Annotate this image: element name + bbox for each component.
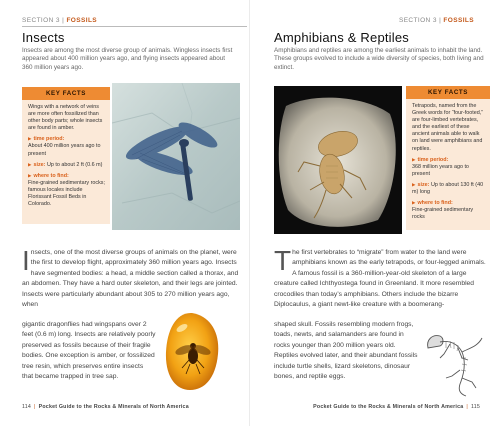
- page-title: Amphibians & Reptiles: [274, 30, 409, 45]
- amphibian-fossil-illustration: [274, 86, 402, 234]
- reptile-skeleton-illustration: [420, 318, 490, 398]
- dragonfly-fossil-photo: [112, 83, 240, 230]
- drop-cap: T: [274, 245, 292, 276]
- key-facts-header: KEY FACTS: [406, 86, 490, 99]
- section-label: SECTION 3: [398, 17, 437, 24]
- key-facts-box: [22, 87, 110, 224]
- intro-text: Insects are among the most diverse group of animals. Wingless insects first appeared about 400 million years ago, and flying insects appeared about 360 million years ago.: [22, 47, 233, 71]
- book-title: Pocket Guide to the Rocks & Minerals of North America: [313, 404, 464, 410]
- page-footer: 114 | Pocket Guide to the Rocks & Minerals of North America: [22, 404, 189, 410]
- book-title: Pocket Guide to the Rocks & Minerals of North America: [38, 404, 189, 410]
- size-label: ▶ size:: [28, 162, 45, 168]
- time-period-label: ▶ time period:: [28, 135, 105, 143]
- section-name: FOSSILS: [66, 17, 98, 24]
- skeleton-icon: [420, 318, 490, 398]
- section-name: FOSSILS: [443, 17, 474, 24]
- page-title: Insects: [22, 30, 65, 45]
- time-period-value: About 400 million years ago to present: [28, 143, 101, 157]
- where-to-find-value: Fine-grained sedimentary rocks: [412, 207, 474, 221]
- size-value: Up to about 2 ft (0.6 m): [46, 161, 103, 168]
- body-text-block-2: [22, 320, 156, 382]
- time-period-value: 368 million years ago to present: [412, 163, 469, 177]
- amphibian-fossil-photo: [274, 86, 402, 234]
- where-to-find-label: ▶ where to find:: [28, 172, 105, 180]
- page-number: 115: [470, 404, 480, 410]
- drop-cap: I: [22, 245, 30, 276]
- body-text-block-1: [274, 245, 488, 310]
- body-text-1: he first vertebrates to “migrate” from water to the land were amphibians known as the early tetrapods, or four-legged animals. A famous fossil is a 360-million-year-old skeleton of a large creature called Ichthyostega found in Greenland. It more resembled crocodiles than today’s amphibians. Others include the bizarre Diplocaulus, a giant newt-like creature with a boomerang-: [274, 249, 486, 309]
- amber-insect-photo: [160, 310, 224, 394]
- time-period-label: ▶ time period:: [412, 156, 485, 164]
- section-label: SECTION 3: [22, 17, 60, 24]
- size-label: ▶ size:: [412, 182, 429, 188]
- body-text-2: gigantic dragonflies had wingspans over 2 feet (0.6 m) long. Insects are relatively poorly preserved as fossils because of their fragile bodies. One exception is amber, or fossilized tree resin, which preserves entire insects that became trapped in tree sap.: [22, 321, 156, 381]
- intro-text: Amphibians and reptiles are among the earliest animals to inhabit the land. These groups evolved to include a wide diversity of species, both living and extinct.: [274, 47, 484, 71]
- header-rule: [22, 26, 247, 27]
- amber-insect-illustration: [160, 310, 224, 394]
- body-text-2: shaped skull. Fossils resembling modern frogs, toads, newts, and salamanders are found in rocks younger than 200 million years old. Reptiles evolved later, and their abundant fossils include turtle shells, lizard skeletons, dinosaur bones, and reptile eggs.: [274, 321, 418, 381]
- section-tag: SECTION 3 | FOSSILS: [22, 17, 98, 24]
- body-text-1: nsects, one of the most diverse groups of animals on the planet, were the first to develop flight, approximately 360 million years ago. Insects have segmented bodies: a head, a middle section called a thorax, and an abdomen. They have a hard outer skeleton, and their legs are jointed. Insects were particularly abundant about 305 to 270 million years ago, when: [22, 249, 239, 309]
- body-text-block-2: [274, 320, 418, 382]
- key-facts-header: KEY FACTS: [22, 87, 110, 100]
- size-value: Up to about 130 ft (40 m) long: [412, 181, 484, 196]
- key-facts-box: [406, 86, 490, 230]
- body-text-block-1: [22, 245, 242, 310]
- page-footer: Pocket Guide to the Rocks & Minerals of North America | 115: [313, 404, 480, 410]
- section-tag: SECTION 3 | FOSSILS: [398, 17, 474, 24]
- where-to-find-value: Fine-grained sedimentary rocks; famous locales include Florissant Fossil Beds in Colorado.: [28, 179, 105, 208]
- where-to-find-label: ▶ where to find:: [412, 199, 485, 207]
- key-facts-description: Wings with a network of veins are more often fossilized than other body parts; whole insects are found in amber.: [28, 104, 103, 132]
- dragonfly-fossil-illustration: [112, 83, 240, 230]
- page-number: 114: [22, 404, 32, 410]
- right-page: [250, 0, 500, 426]
- key-facts-description: Tetrapods, named from the Greek words for “four-footed,” are four-limbed vertebrates, and the earliest of these ancient animals able to walk on land were amphibians and reptiles.: [412, 103, 484, 152]
